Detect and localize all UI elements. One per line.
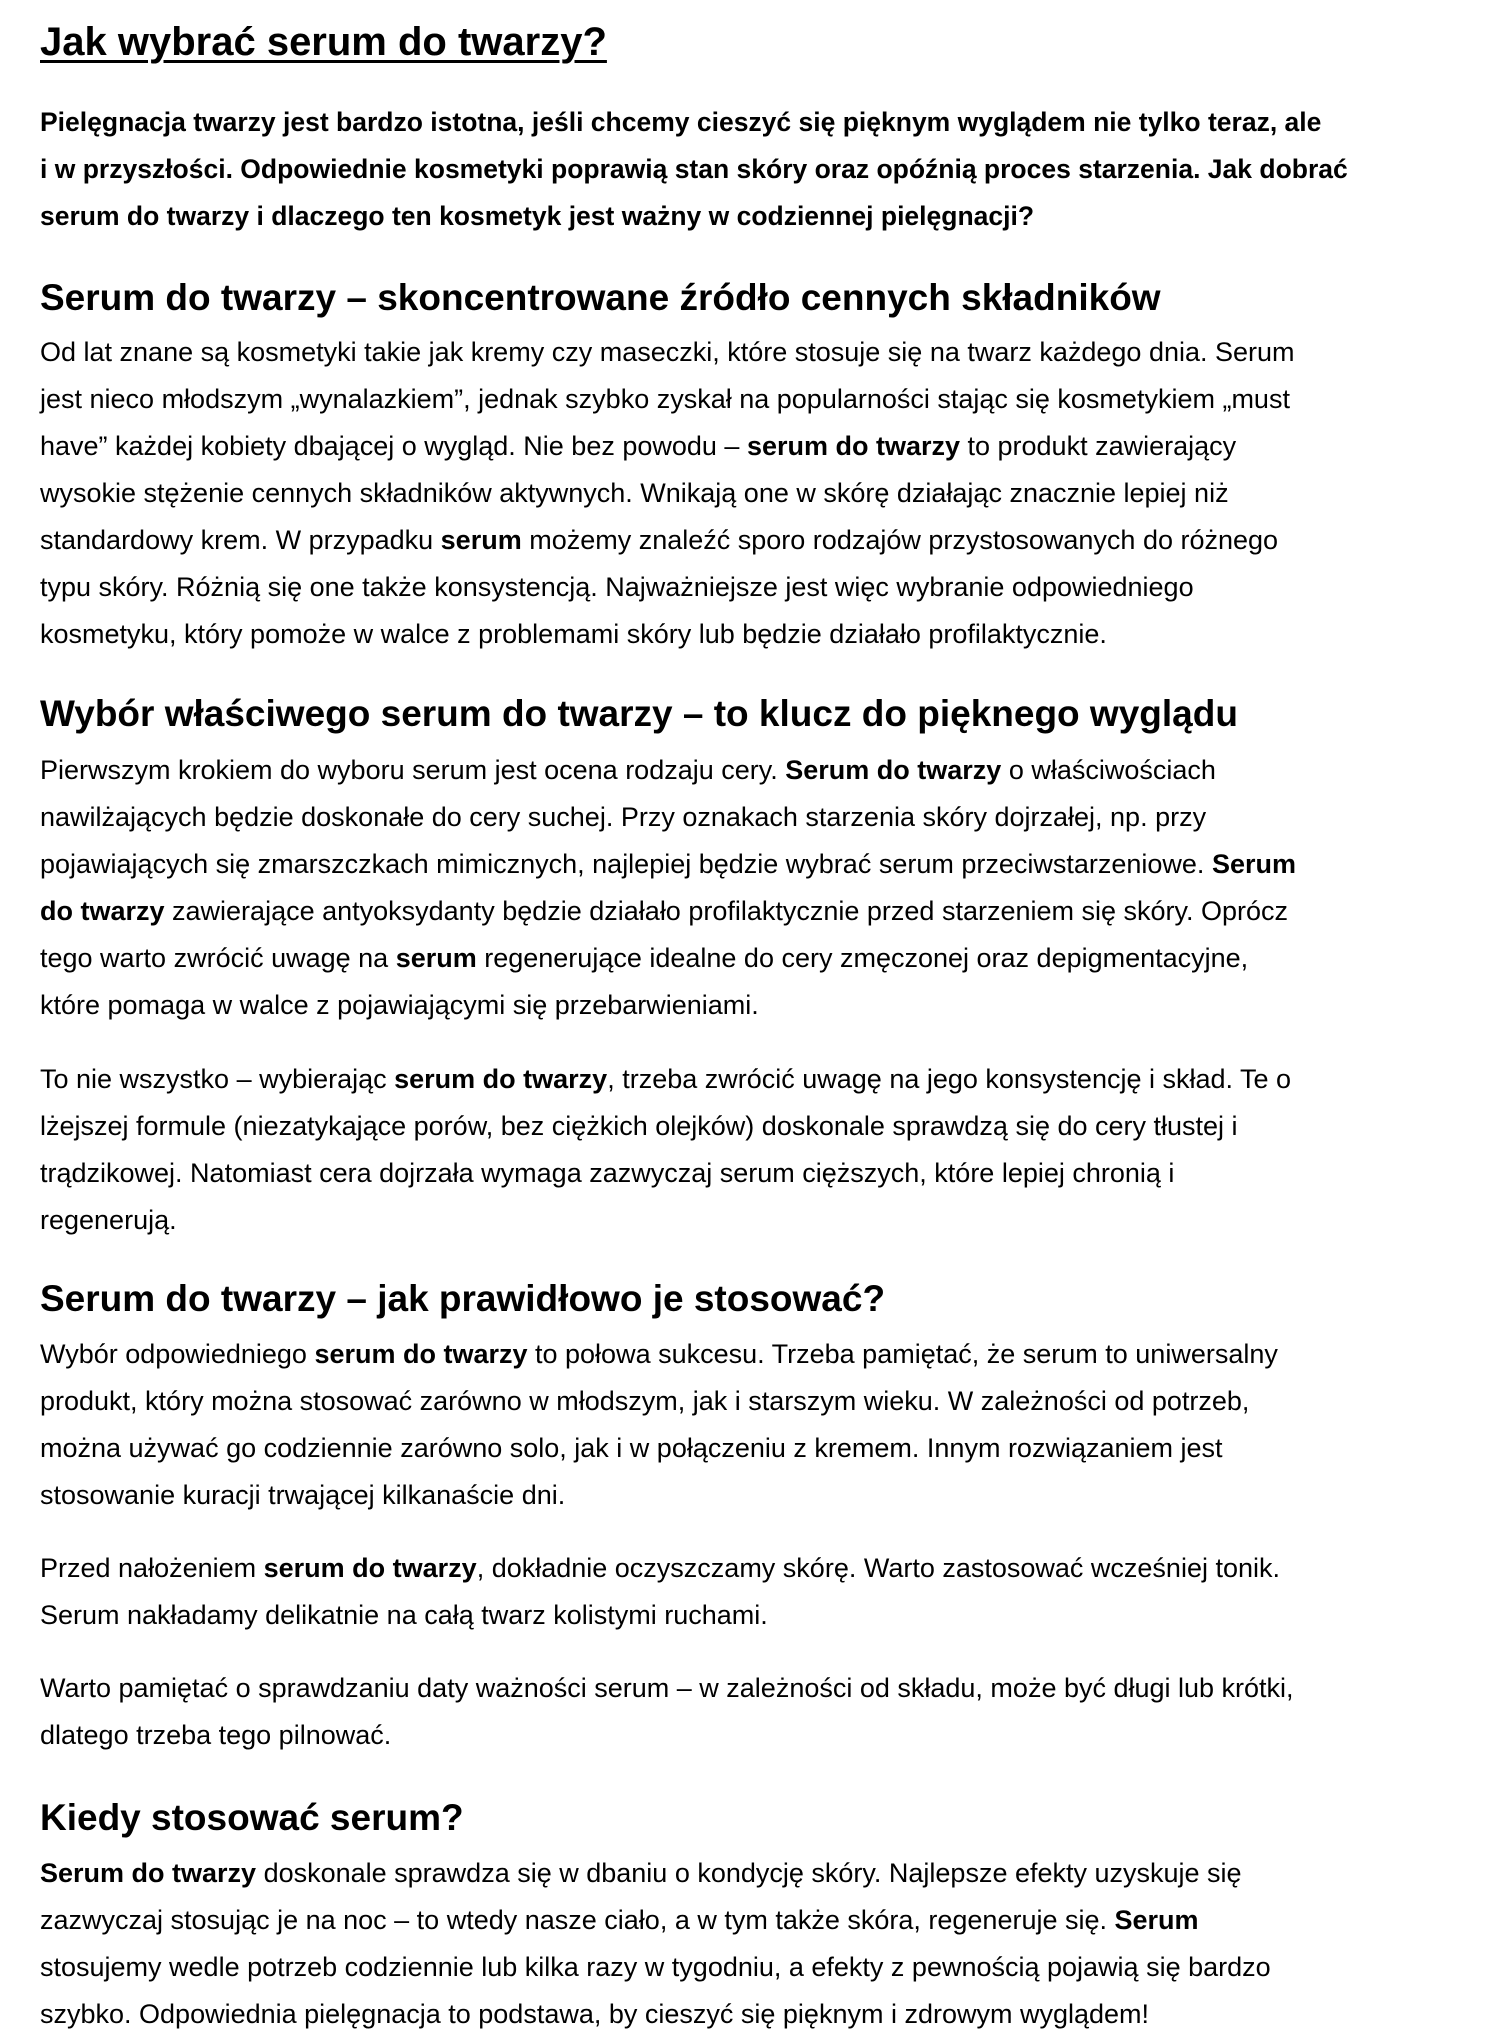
section-3-heading: Serum do twarzy – jak prawidłowo je stosować? bbox=[40, 1278, 886, 1319]
text-line bbox=[40, 1592, 1470, 1639]
text-run: Warto pamiętać o sprawdzaniu daty ważności serum – w zależności od składu, może być długi lub krótki, bbox=[40, 1673, 1294, 1703]
text-line bbox=[40, 611, 1470, 658]
text-line bbox=[40, 1545, 1470, 1592]
text-run: jest nieco młodszym „wynalazkiem”, jednak szybko zyskał na popularności stając się kosmetykiem „must bbox=[40, 384, 1290, 414]
text-line bbox=[40, 1944, 1470, 1991]
section-3-paragraph-1 bbox=[40, 1331, 1470, 1519]
text-run: typu skóry. Różnią się one także konsystencją. Najważniejsze jest więc wybranie odpowiedniego bbox=[40, 572, 1194, 602]
text-run: Serum nakładamy delikatnie na całą twarz kolistymi ruchami. bbox=[40, 1600, 768, 1630]
text-line bbox=[40, 1850, 1470, 1897]
text-line bbox=[40, 1991, 1470, 2038]
section-2-heading: Wybór właściwego serum do twarzy – to klucz do pięknego wyglądu bbox=[40, 693, 1238, 734]
text-run: Od lat znane są kosmetyki takie jak kremy czy maseczki, które stosuje się na twarz każdego dnia. Serum bbox=[40, 337, 1295, 367]
text-run: stosujemy wedle potrzeb codziennie lub kilka razy w tygodniu, a efekty z pewnością pojawią się bardzo bbox=[40, 1952, 1271, 1982]
text-line bbox=[40, 1712, 1470, 1759]
text-line bbox=[40, 1472, 1470, 1519]
text-run: które pomaga w walce z pojawiającymi się przebarwieniami. bbox=[40, 990, 759, 1020]
text-line bbox=[40, 1425, 1470, 1472]
text-run: to produkt zawierający bbox=[960, 431, 1237, 461]
section-1-heading: Serum do twarzy – skoncentrowane źródło cennych składników bbox=[40, 277, 1161, 318]
section-3-paragraph-2 bbox=[40, 1545, 1470, 1639]
text-run: dlatego trzeba tego pilnować. bbox=[40, 1720, 392, 1750]
text-run: lżejszej formule (niezatykające porów, bez ciężkich olejków) doskonale sprawdzą się do cery tłustej i bbox=[40, 1111, 1238, 1141]
bold-text: serum do twarzy i dlaczego ten kosmetyk jest ważny w codziennej pielęgnacji? bbox=[40, 201, 1035, 231]
text-run: have” każdej kobiety dbającej o wygląd. Nie bez powodu – bbox=[40, 431, 747, 461]
text-line bbox=[40, 423, 1470, 470]
bold-text: Serum bbox=[1211, 849, 1296, 879]
text-line bbox=[40, 841, 1470, 888]
text-line bbox=[40, 935, 1470, 982]
text-run: stosowanie kuracji trwającej kilkanaście dni. bbox=[40, 1480, 566, 1510]
text-run: tego warto zwrócić uwagę na bbox=[40, 943, 396, 973]
bold-text: Pielęgnacja twarzy jest bardzo istotna, jeśli chcemy cieszyć się pięknym wyglądem nie tylko teraz, ale bbox=[40, 107, 1322, 137]
text-run: Przed nałożeniem bbox=[40, 1553, 264, 1583]
text-line bbox=[40, 564, 1470, 611]
bold-text: serum do twarzy bbox=[314, 1339, 528, 1369]
text-line bbox=[40, 1378, 1470, 1425]
text-run: trądzikowej. Natomiast cera dojrzała wymaga zazwyczaj serum cięższych, które lepiej chronią i bbox=[40, 1158, 1175, 1188]
text-run: , dokładnie oczyszczamy skórę. Warto zastosować wcześniej tonik. bbox=[476, 1553, 1280, 1583]
document-title: Jak wybrać serum do twarzy? bbox=[40, 20, 607, 64]
text-run: produkt, który można stosować zarówno w młodszym, jak i starszym wieku. W zależności od potrzeb, bbox=[40, 1386, 1250, 1416]
text-line bbox=[40, 1331, 1470, 1378]
text-line bbox=[40, 794, 1470, 841]
text-line bbox=[40, 517, 1470, 564]
text-line bbox=[40, 193, 1470, 240]
text-run: zazwyczaj stosując je na noc – to wtedy nasze ciało, a w tym także skóra, regeneruje się. bbox=[40, 1905, 1115, 1935]
text-line bbox=[40, 146, 1470, 193]
text-line bbox=[40, 982, 1470, 1029]
bold-text: i w przyszłości. Odpowiednie kosmetyki poprawią stan skóry oraz opóźnią proces starzenia. Jak dobrać bbox=[40, 154, 1348, 184]
text-run: To nie wszystko – wybierając bbox=[40, 1064, 395, 1094]
bold-text: serum do twarzy bbox=[263, 1553, 477, 1583]
text-run: możemy znaleźć sporo rodzajów przystosowanych do różnego bbox=[521, 525, 1279, 555]
text-run: kosmetyku, który pomoże w walce z problemami skóry lub będzie działało profilaktycznie. bbox=[40, 619, 1107, 649]
text-run: zawierające antyoksydanty będzie działało profilaktycznie przed starzeniem się skóry. Oprócz bbox=[164, 896, 1289, 926]
text-line bbox=[40, 1197, 1470, 1244]
section-2-paragraph-1 bbox=[40, 747, 1470, 1029]
text-run: regenerują. bbox=[40, 1205, 177, 1235]
text-run: , trzeba zwrócić uwagę na jego konsystencję i skład. Te o bbox=[607, 1064, 1292, 1094]
text-line bbox=[40, 1056, 1470, 1103]
bold-text: Serum do twarzy bbox=[785, 755, 1002, 785]
text-run: to połowa sukcesu. Trzeba pamiętać, że serum to uniwersalny bbox=[527, 1339, 1278, 1369]
text-run: standardowy krem. W przypadku bbox=[40, 525, 441, 555]
bold-text: serum do twarzy bbox=[394, 1064, 608, 1094]
section-4-heading: Kiedy stosować serum? bbox=[40, 1797, 464, 1838]
section-1-paragraph-1 bbox=[40, 329, 1470, 658]
section-2-paragraph-2 bbox=[40, 1056, 1470, 1244]
text-run: pojawiających się zmarszczkach mimicznych, najlepiej będzie wybrać serum przeciwstarzeniowe. bbox=[40, 849, 1212, 879]
text-run: szybko. Odpowiednia pielęgnacja to podstawa, by cieszyć się pięknym i zdrowym wyglądem! bbox=[40, 1999, 1150, 2029]
section-3-paragraph-3 bbox=[40, 1665, 1470, 1759]
text-run: doskonale sprawdza się w dbaniu o kondycję skóry. Najlepsze efekty uzyskuje się bbox=[256, 1858, 1242, 1888]
text-line bbox=[40, 470, 1470, 517]
text-run: można używać go codziennie zarówno solo, jak i w połączeniu z kremem. Innym rozwiązaniem jest bbox=[40, 1433, 1223, 1463]
bold-text: serum bbox=[440, 525, 522, 555]
text-run: regenerujące idealne do cery zmęczonej oraz depigmentacyjne, bbox=[476, 943, 1249, 973]
text-run: nawilżających będzie doskonałe do cery suchej. Przy oznakach starzenia skóry dojrzałej, np. przy bbox=[40, 802, 1207, 832]
bold-text: Serum bbox=[1114, 1905, 1199, 1935]
bold-text: Serum do twarzy bbox=[40, 1858, 257, 1888]
text-line bbox=[40, 888, 1470, 935]
text-line bbox=[40, 1150, 1470, 1197]
text-line bbox=[40, 747, 1470, 794]
bold-text: serum do twarzy bbox=[746, 431, 960, 461]
text-line bbox=[40, 1897, 1470, 1944]
bold-text: do twarzy bbox=[40, 896, 165, 926]
intro-paragraph bbox=[40, 99, 1470, 240]
text-line bbox=[40, 329, 1470, 376]
text-line bbox=[40, 99, 1470, 146]
text-line bbox=[40, 376, 1470, 423]
bold-text: serum bbox=[395, 943, 477, 973]
text-run: Pierwszym krokiem do wyboru serum jest ocena rodzaju cery. bbox=[40, 755, 786, 785]
text-run: wysokie stężenie cennych składników aktywnych. Wnikają one w skórę działając znacznie lepiej niż bbox=[40, 478, 1229, 508]
text-line bbox=[40, 1665, 1470, 1712]
text-line bbox=[40, 1103, 1470, 1150]
text-run: Wybór odpowiedniego bbox=[40, 1339, 315, 1369]
section-4-paragraph-1 bbox=[40, 1850, 1470, 2038]
text-run: o właściwościach bbox=[1001, 755, 1216, 785]
